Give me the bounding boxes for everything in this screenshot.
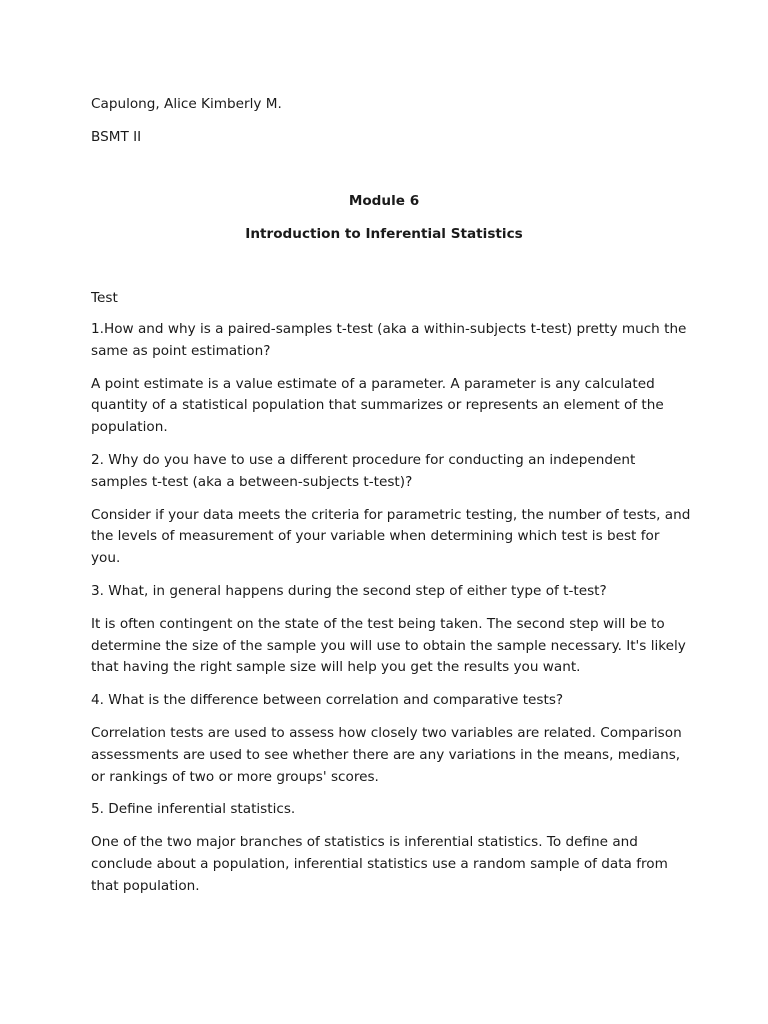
answer-1: A point estimate is a value estimate of a parameter. A parameter is any calculated quantity of a statistical population that summarizes or represents an element of the population.: [91, 375, 664, 436]
answer-2: Consider if your data meets the criteria for parametric testing, the number of tests, and the levels of measurement of your variable when determining which test is best for you.: [91, 506, 691, 567]
question-3: 3. What, in general happens during the second step of either type of t-test?: [91, 582, 607, 599]
question-1: 1.How and why is a paired-samples t-test (aka a within-subjects t-test) pretty much the same as point estimation?: [91, 320, 687, 359]
section-label: Test: [91, 290, 118, 307]
answer-4: Correlation tests are used to assess how closely two variables are related. Comparison assessments are used to see whether there are any variations in the means, medians, or rankings of two or more groups' scores.: [91, 724, 682, 785]
answer-3: It is often contingent on the state of the test being taken. The second step will be to determine the size of the sample you will use to obtain the sample necessary. It's likely that having the right sample size will help you get the results you want.: [91, 615, 686, 676]
question-2: 2. Why do you have to use a different procedure for conducting an independent samples t-test (aka a between-subjects t-test)?: [91, 451, 636, 490]
answer-5: One of the two major branches of statistics is inferential statistics. To define and conclude about a population, inferential statistics use a random sample of data from that population.: [91, 834, 668, 894]
module-title: Module 6: [348, 192, 420, 209]
author-name: Capulong, Alice Kimberly M.: [91, 96, 282, 112]
question-5: 5. Define inferential statistics.: [91, 801, 296, 818]
module-subtitle: Introduction to Inferential Statistics: [245, 226, 523, 243]
document-body: [91, 94, 691, 909]
question-4: 4. What is the difference between correlation and comparative tests?: [91, 692, 564, 709]
course-section: BSMT II: [91, 128, 142, 145]
